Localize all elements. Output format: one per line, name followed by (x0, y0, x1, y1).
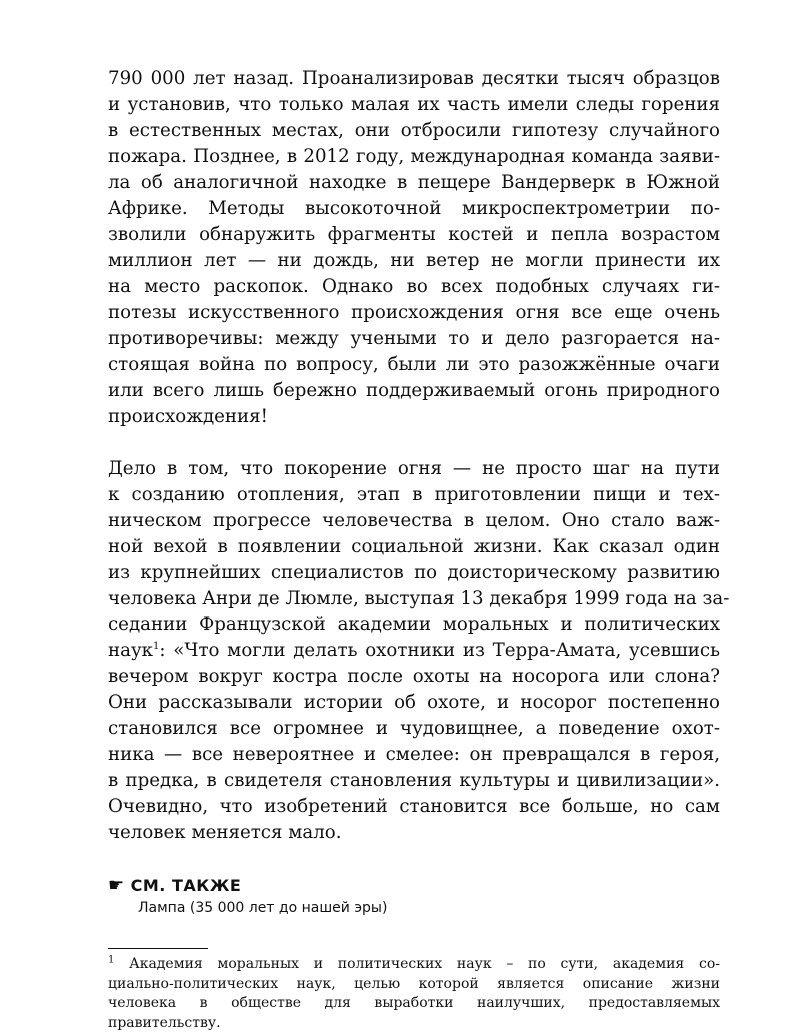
paragraph-2 (108, 456, 720, 846)
text-line: человека Анри де Люмле, выступая 13 декабря 1999 года на за- (108, 586, 720, 612)
text-line: в естественных местах, они отбросили гипотезу случайного (108, 118, 720, 144)
text-line: к созданию отопления, этап в приготовлении пищи и тех- (108, 482, 720, 508)
text-line: ла об аналогичной находке в пещере Вандерверк в Южной (108, 170, 720, 196)
text-line: Очевидно, что изобретений становится все больше, но сам (108, 794, 720, 820)
text-line: зволили обнаружить фрагменты костей и пепла возрастом (108, 222, 720, 248)
footnote-text: Академия моральных и политических наук – по сути, академия со- (114, 956, 720, 972)
page-content (108, 66, 720, 1033)
text-line: 790 000 лет назад. Проанализировав десятки тысяч образцов (108, 66, 720, 92)
text-line: стоящая война по вопросу, были ли это разожжённые очаги (108, 352, 720, 378)
text-line: ника — все невероятнее и смелее: он превращался в героя, (108, 742, 720, 768)
footnote-divider (108, 948, 208, 949)
text-line: Они рассказывали истории об охоте, и носорог постепенно (108, 690, 720, 716)
text-line: пожара. Позднее, в 2012 году, международная команда заяви- (108, 144, 720, 170)
see-also-section (108, 876, 720, 918)
see-also-heading: СМ. ТАКЖЕ (131, 876, 242, 896)
text-line: ной вехой в появлении социальной жизни. Как сказал один (108, 534, 720, 560)
text-line: или всего лишь бережно поддерживаемый огонь природного (108, 378, 720, 404)
footnote-line: циально-политических наук, целью которой является описание жизни (108, 975, 720, 995)
text-line: становился все огромнее и чудовищнее, а поведение охот- (108, 716, 720, 742)
text-line: миллион лет — ни дождь, ни ветер не могли принести их (108, 248, 720, 274)
text-line: человек меняется мало. (108, 820, 720, 846)
text-line: на место раскопок. Однако во всех подобных случаях ги- (108, 274, 720, 300)
see-also-link[interactable]: Лампа (35 000 лет до нашей эры) (138, 898, 720, 918)
text-line-with-footnote (108, 638, 720, 664)
text-line: из крупнейших специалистов по доисторическому развитию (108, 560, 720, 586)
text-line: Дело в том, что покорение огня — не просто шаг на пути (108, 456, 720, 482)
text-fragment: наук (108, 640, 153, 661)
footnote-line (108, 955, 720, 975)
text-line: и установив, что только малая их часть имели следы горения (108, 92, 720, 118)
see-also-heading-row (108, 876, 720, 896)
footnote-line: человека в обществе для выработки наилучших, предоставляемых (108, 994, 720, 1014)
paragraph-1 (108, 66, 720, 430)
text-line: потезы искусственного происхождения огня все еще очень (108, 300, 720, 326)
text-line: вечером вокруг костра после охоты на носорога или слона? (108, 664, 720, 690)
footnote-line: правительству. (108, 1014, 720, 1033)
text-line: Африке. Методы высокоточной микроспектрометрии по- (108, 196, 720, 222)
text-line: седании Французской академии моральных и политических (108, 612, 720, 638)
footnote (108, 955, 720, 1033)
text-fragment: : «Что могли делать охотники из Терра-Амата, усевшись (159, 640, 720, 661)
footnote-reference[interactable]: 1 (153, 641, 159, 652)
text-line: в предка, в свидетеля становления культуры и цивилизации». (108, 768, 720, 794)
text-line: происхождения! (108, 404, 720, 430)
text-line: ническом прогрессе человечества в целом. Оно стало важ- (108, 508, 720, 534)
footnote-marker: 1 (108, 954, 114, 965)
pointing-hand-icon: ☛ (108, 877, 125, 895)
text-line: противоречивы: между учеными то и дело разгорается на- (108, 326, 720, 352)
